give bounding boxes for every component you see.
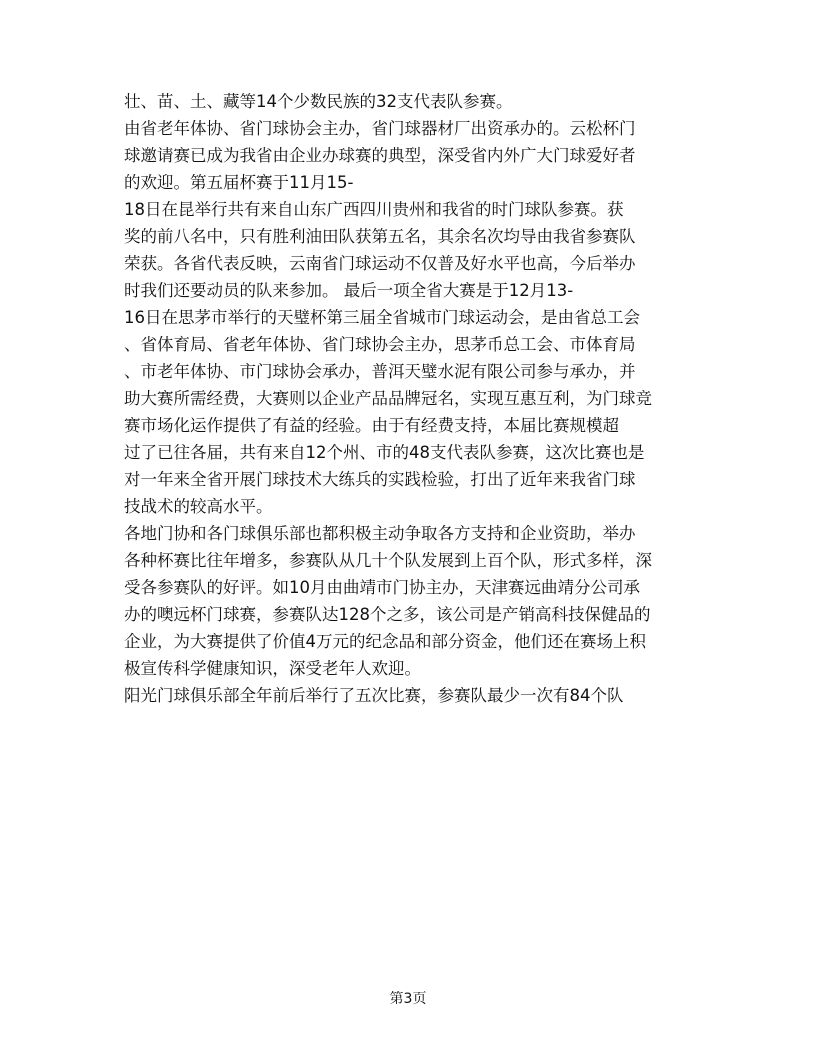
text-line: 阳光门球俱乐部全年前后举行了五次比赛，参赛队最少一次有84个队 bbox=[124, 686, 624, 705]
text-line: 荣获。各省代表反映，云南省门球运动不仅普及好水平也高，今后举办 bbox=[124, 254, 636, 273]
text-line: 时我们还要动员的队来参加。 最后一项全省大赛是于12月13- bbox=[124, 281, 574, 300]
text-line: 的欢迎。第五届杯赛于11月15- bbox=[124, 173, 354, 192]
text-line: 由省老年体协、省门球协会主办，省门球器材厂出资承办的。云松杯门 bbox=[124, 119, 636, 138]
body-text bbox=[124, 88, 704, 709]
text-line: 壮、苗、土、藏等14个少数民族的32支代表队参赛。 bbox=[124, 92, 513, 111]
text-line: 、市老年体协、市门球协会承办，普洱天璧水泥有限公司参与承办，并 bbox=[124, 362, 636, 381]
page-number: 第3页 bbox=[389, 991, 427, 1007]
text-line: 技战术的较高水平。 bbox=[124, 497, 273, 516]
text-line: 奖的前八名中，只有胜利油田队获第五名，其余名次均导由我省参赛队 bbox=[124, 227, 636, 246]
text-line: 球邀请赛已成为我省由企业办球赛的典型，深受省内外广大门球爱好者 bbox=[124, 146, 636, 165]
text-line: 极宣传科学健康知识，深受老年人欢迎。 bbox=[124, 659, 421, 678]
text-line: 办的噢远杯门球赛，参赛队达128个之多，该公司是产销高科技保健品的 bbox=[124, 605, 651, 624]
text-line: 18日在昆举行共有来自山东广西四川贵州和我省的时门球队参赛。获 bbox=[124, 200, 624, 219]
text-line: 过了已往各届，共有来自12个州、市的48支代表队参赛，这次比赛也是 bbox=[124, 443, 645, 462]
text-line: 16日在思茅市举行的天璧杯第三届全省城市门球运动会，是由省总工会 bbox=[124, 308, 640, 327]
text-line: 企业，为大赛提供了价值4万元的纪念品和部分资金，他们还在赛场上积 bbox=[124, 632, 646, 651]
text-line: 各地门协和各门球俱乐部也都积极主动争取各方支持和企业资助，举办 bbox=[124, 524, 636, 543]
text-line: 对一年来全省开展门球技术大练兵的实践检验，打出了近年来我省门球 bbox=[124, 470, 636, 489]
text-line: 助大赛所需经费，大赛则以企业产品品牌冠名，实现互惠互利，为门球竞 bbox=[124, 389, 652, 408]
text-line: 赛市场化运作提供了有益的经验。由于有经费支持，本届比赛规模超 bbox=[124, 416, 619, 435]
text-line: 受各参赛队的好评。如10月由曲靖市门协主办，天津赛远曲靖分公司承 bbox=[124, 578, 640, 597]
text-line: 、省体育局、省老年体协、省门球协会主办，思茅币总工会、市体育局 bbox=[124, 335, 636, 354]
text-line: 各种杯赛比往年增多，参赛队从几十个队发展到上百个队，形式多样，深 bbox=[124, 551, 652, 570]
